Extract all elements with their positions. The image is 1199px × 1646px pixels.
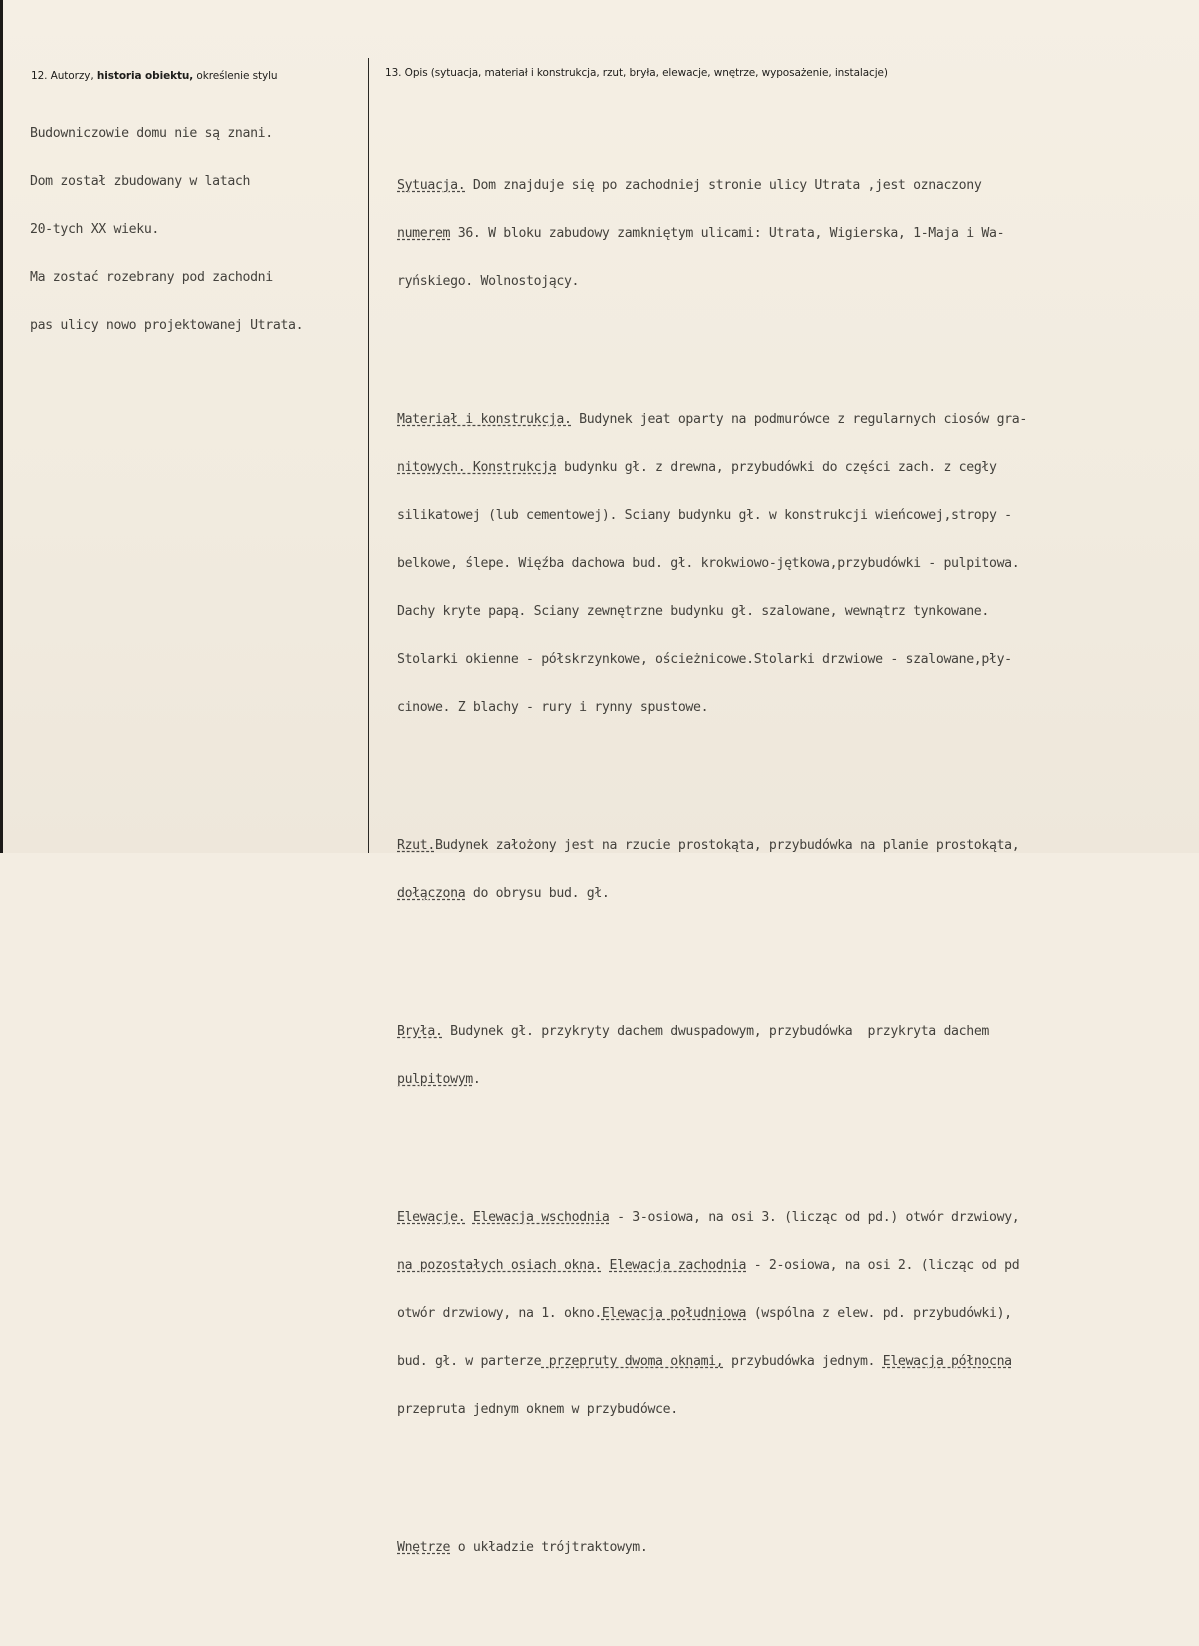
text-line: Stolarki okienne - półskrzynkowe, ościeżnicowe.Stolarki drzwiowe - szalowane,pły-: [397, 652, 1012, 667]
text-line: bud. gł. w parterze przepruty dwoma oknami, przybudówka jednym. Elewacja północna: [397, 1354, 1012, 1369]
text-line: na pozostałych osiach okna. Elewacja zachodnia - 2-osiowa, na osi 2. (licząc od pd: [397, 1258, 1020, 1273]
section-13-label: [385, 67, 888, 79]
paragraph-sytuacja: [397, 146, 1197, 322]
text-line: Dachy kryte papą. Sciany zewnętrzne budynku gł. szalowane, wewnątrz tynkowane.: [397, 604, 989, 619]
card-left-edge: [0, 0, 3, 853]
section-13-text: [397, 98, 1197, 1646]
text-line: przepruta jednym oknem w przybudówce.: [397, 1402, 678, 1417]
text-line: Rzut.Budynek założony jest na rzucie prostokąta, przybudówka na planie prostokąta,: [397, 838, 1020, 853]
section-12-line: Dom został zbudowany w latach: [30, 174, 251, 189]
section-12-line: pas ulicy nowo projektowanej Utrata.: [30, 318, 304, 333]
heading-rzut: Rzut.: [397, 838, 435, 853]
section-12-label-text-2: określenie stylu: [196, 70, 278, 82]
text-line: silikatowej (lub cementowej). Sciany budynku gł. w konstrukcji wieńcowej,stropy -: [397, 508, 1012, 523]
paragraph-material: [397, 380, 1197, 748]
text-line: Sytuacja. Dom znajduje się po zachodniej stronie ulicy Utrata ,jest oznaczony: [397, 178, 982, 193]
text-line: otwór drzwiowy, na 1. okno.Elewacja południowa (wspólna z elew. pd. przybudówki),: [397, 1306, 1012, 1321]
section-12-label: [31, 70, 277, 82]
section-12-line: Ma zostać rozebrany pod zachodni: [30, 270, 273, 285]
heading-bryla: Bryła.: [397, 1024, 443, 1039]
section-13-number: 13.: [385, 67, 402, 79]
section-13-label-text: Opis (sytuacja, materiał i konstrukcja, rzut, bryła, elewacje, wnętrze, wyposażenie, instalacje): [404, 67, 888, 79]
text-line: cinowe. Z blachy - rury i rynny spustowe.: [397, 700, 709, 715]
text-line: pulpitowym.: [397, 1072, 481, 1087]
section-12-line: 20-tych XX wieku.: [30, 222, 160, 237]
heading-material: Materiał i konstrukcja.: [397, 412, 572, 427]
section-12-label-text-1: Autorzy,: [50, 70, 94, 82]
section-12-text: [30, 94, 370, 366]
text-line: numerem 36. W bloku zabudowy zamkniętym ulicami: Utrata, Wigierska, 1-Maja i Wa-: [397, 226, 1005, 241]
text-line: Wnętrze o układzie trójtraktowym.: [397, 1540, 648, 1555]
heading-elewacje: Elewacje.: [397, 1210, 466, 1225]
text-line: Materiał i konstrukcja. Budynek jeat oparty na podmurówce z regularnych ciosów gra-: [397, 412, 1027, 427]
heading-sytuacja: Sytuacja.: [397, 178, 466, 193]
section-12-label-bold: historia obiektu,: [96, 70, 194, 82]
paragraph-bryla: [397, 992, 1197, 1120]
section-12-line: Budowniczowie domu nie są znani.: [30, 126, 273, 141]
text-line: ryńskiego. Wolnostojący.: [397, 274, 580, 289]
heading-wnetrze: Wnętrze: [397, 1540, 451, 1555]
text-line: nitowych. Konstrukcja budynku gł. z drewna, przybudówki do części zach. z cegły: [397, 460, 997, 475]
text-line: belkowe, ślepe. Więźba dachowa bud. gł. krokwiowo-jętkowa,przybudówki - pulpitowa.: [397, 556, 1020, 571]
paragraph-elewacje: [397, 1178, 1197, 1450]
section-12-number: 12.: [31, 70, 48, 82]
paragraph-wnetrze: [397, 1508, 1197, 1588]
text-line: Bryła. Budynek gł. przykryty dachem dwuspadowym, przybudówka przykryta dachem: [397, 1024, 989, 1039]
text-line: dołączona do obrysu bud. gł.: [397, 886, 610, 901]
paragraph-rzut: [397, 806, 1197, 934]
text-line: Elewacje. Elewacja wschodnia - 3-osiowa, na osi 3. (licząc od pd.) otwór drzwiowy,: [397, 1210, 1020, 1225]
